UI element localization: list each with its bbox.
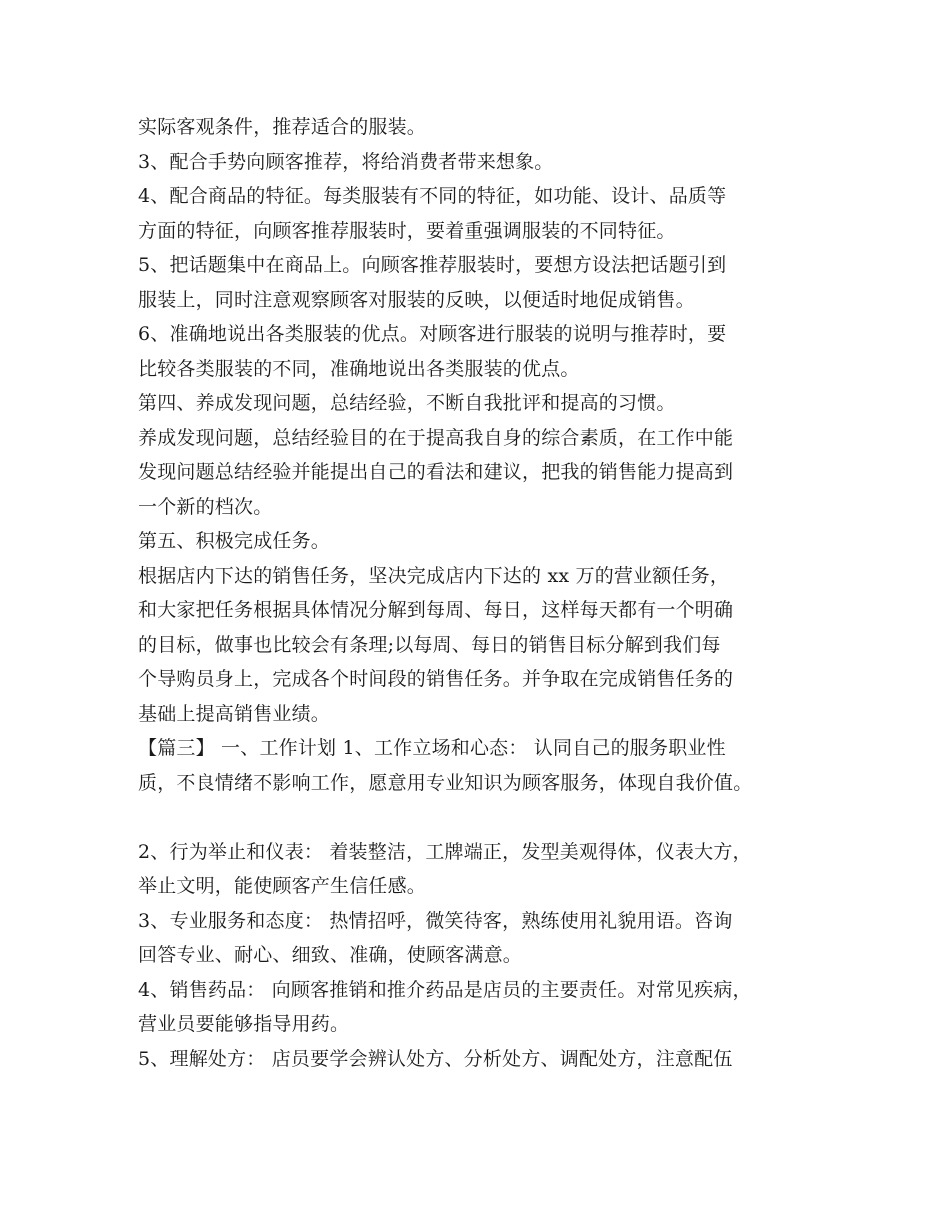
- document-body: [138, 110, 828, 1076]
- text-line: 3、专业服务和态度： 热情招呼，微笑待客，熟练使用礼貌用语。咨询: [138, 909, 733, 932]
- text-line: 质，不良情绪不影响工作，愿意用专业知识为顾客服务，体现自我价值。: [138, 771, 753, 794]
- text-line: 基础上提高销售业绩。: [138, 702, 331, 725]
- text-line: 一个新的档次。: [138, 495, 273, 518]
- text-line: 回答专业、耐心、细致、准确，使顾客满意。: [138, 944, 523, 966]
- text-line: 养成发现问题，总结经验目的在于提高我自身的综合素质，在工作中能: [138, 426, 734, 449]
- section-heading: 第四、养成发现问题，总结经验，不断自我批评和提高的习惯。: [138, 392, 676, 414]
- text-line: 的目标，做事也比较会有条理;以每周、每日的销售目标分解到我们每: [138, 633, 721, 656]
- text-line: 5、理解处方： 店员要学会辨认处方、分析处方、调配处方，注意配伍: [138, 1047, 733, 1070]
- section-heading: 【篇三】 一、工作计划 1、工作立场和心态： 认同自己的服务职业性: [138, 737, 726, 759]
- text-line: 方面的特征，向顾客推荐服装时，要着重强调服装的不同特征。: [138, 219, 676, 242]
- text-line: 4、配合商品的特征。每类服装有不同的特征，如功能、设计、品质等: [138, 185, 727, 207]
- text-line: 发现问题总结经验并能提出自己的看法和建议，把我的销售能力提高到: [138, 461, 734, 483]
- text-line: 个导购员身上，完成各个时间段的销售任务。并争取在完成销售任务的: [138, 668, 734, 690]
- text-line: 和大家把任务根据具体情况分解到每周、每日，这样每天都有一个明确: [138, 599, 734, 621]
- text-line: 5、把话题集中在商品上。向顾客推荐服装时，要想方设法把话题引到: [138, 254, 727, 276]
- text-line: 3、配合手势向顾客推荐，将给消费者带来想象。: [138, 150, 554, 173]
- text-line: 2、行为举止和仪表： 着装整洁，工牌端正，发型美观得体，仪表大方，: [138, 840, 752, 863]
- text-line: 4、销售药品： 向顾客推销和推介药品是店员的主要责任。对常见疾病，: [138, 978, 752, 1001]
- text-line: 实际客观条件，推荐适合的服装。: [138, 116, 427, 138]
- text-line: 6、准确地说出各类服装的优点。对顾客进行服装的说明与推荐时，要: [138, 323, 727, 345]
- text-line: 举止文明，能使顾客产生信任感。: [138, 875, 427, 897]
- text-line: 根据店内下达的销售任务，坚决完成店内下达的 xx 万的营业额任务，: [138, 564, 730, 587]
- text-line: 服装上，同时注意观察顾客对服装的反映，以便适时地促成销售。: [138, 288, 695, 311]
- text-line: 营业员要能够指导用药。: [138, 1013, 350, 1035]
- blank-line: [138, 800, 828, 835]
- text-line: 比较各类服装的不同，准确地说出各类服装的优点。: [138, 357, 580, 380]
- section-heading: 第五、积极完成任务。: [138, 530, 331, 552]
